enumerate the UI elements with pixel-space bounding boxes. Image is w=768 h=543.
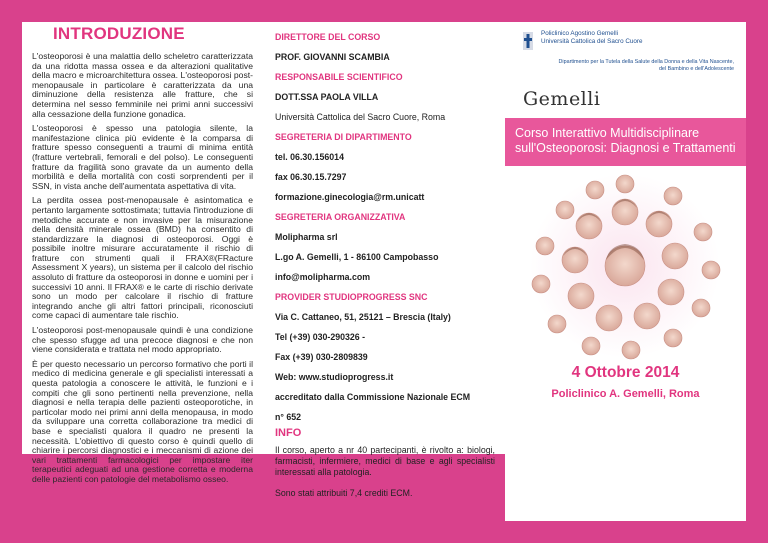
event-venue: Policlinico A. Gemelli, Roma	[551, 388, 700, 400]
cover-panel	[505, 22, 746, 521]
provider-phone: Tel (+39) 030-290326 -	[275, 332, 366, 342]
organizing-secretariat-heading: SEGRETERIA ORGANIZZATIVA	[275, 212, 406, 222]
gemelli-logo: Gemelli	[523, 88, 601, 110]
intro-paragraph: È per questo necessario un percorso formativo che porti il medico di medicina generale e gli specialisti interessati a questa patologia a conoscere le attività, le funzioni e i compiti che gli sono pertinenti nella prevenzione, nella diagnosi e nella terapia delle pazienti osteoporotiche, in particolar modo nei primi anni della menopausa, in modo da sviluppare una corretta collaborazione tra medici di base e specialisti qualora il quadro ne presenti la necessità. L'obiettivo di questo corso è quindi quello di chiarire i percorsi diagnostici e i meccanismi di azione dei vari trattamenti farmacologici per impostare iter terapeutici adeguati ad una gestione corretta e moderna delle pazienti con patologie del metabolismo osseo.	[32, 358, 253, 484]
room-label: Aule Multimediali	[645, 466, 740, 478]
director-heading: DIRETTORE DEL CORSO	[275, 32, 381, 42]
accreditation-number: n° 652	[275, 412, 302, 422]
hospital-name-line2: Università Cattolica del Sacro Cuore	[541, 37, 643, 45]
department-name	[514, 59, 734, 73]
organizer-address: L.go A. Gemelli, 1 - 86100 Campobasso	[275, 252, 439, 262]
cover-header	[505, 22, 746, 118]
hospital-name	[541, 30, 643, 45]
provider-address: Via C. Cattaneo, 51, 25121 – Brescia (Italy)	[275, 312, 451, 322]
intro-paragraph: L'osteoporosi è spesso una patologia silente, la manifestazione clinica più evidente è la comparsa di fratture spesso conseguenti a traumi di minima entità (fratture vertebrali, femorali e del polso). Le conseguenti fratture da fragilità sono gravate da un aumento della morbilità e della mortalità con costi sorprendenti per il SSN, in vista anche dell'aumentata aspettativa di vita.	[32, 123, 253, 191]
accreditation-line: accreditato dalla Commissione Nazionale ECM	[275, 392, 471, 402]
provider-heading: PROVIDER STUDIOPROGRESS SNC	[275, 292, 428, 302]
course-title: Corso Interattivo Multidisciplinare sull'Osteoporosi: Diagnosi e Trattamenti	[515, 126, 736, 155]
women-collage-photo	[505, 166, 746, 366]
university-line: Università Cattolica del Sacro Cuore, Roma	[275, 112, 446, 122]
department-line2: del Bambino e dell'Adolescente	[658, 66, 734, 72]
info-title: INFO	[275, 427, 302, 439]
director-name: PROF. GIOVANNI SCAMBIA	[275, 52, 390, 62]
scientific-name: DOTT.SSA PAOLA VILLA	[275, 92, 379, 102]
event-date: 4 Ottobre 2014	[571, 364, 680, 381]
info-body: Il corso, aperto a nr 40 partecipanti, è rivolto a: biologi, farmacisti, infermiere, medici di base e agli specialisti interessati alla patologia.	[275, 445, 495, 477]
department-phone: tel. 06.30.156014	[275, 152, 344, 162]
intro-body	[22, 44, 263, 485]
organizer-name: Molipharma srl	[275, 232, 338, 242]
intro-panel	[22, 22, 263, 484]
provider-web: Web: www.studioprogress.it	[275, 372, 394, 382]
ecm-credits-note: Sono stati attribuiti 7,4 crediti ECM.	[275, 488, 413, 498]
department-secretariat-heading: SEGRETERIA DI DIPARTIMENTO	[275, 132, 412, 142]
hospital-name-line1: Policlinico Agostino Gemelli	[541, 30, 618, 37]
scientific-heading: RESPONSABILE SCIENTIFICO	[275, 72, 403, 82]
department-fax: fax 06.30.15.7297	[275, 172, 347, 182]
organization-panel	[263, 22, 505, 498]
organization-list	[263, 22, 505, 499]
intro-paragraph: La perdita ossea post-menopausale è asintomatica e pertanto largamente sottostimata; tuttavia l'introduzione di metodiche accurate e non invasive per la misurazione della densità minerale ossea (BMD) ha consentito di standardizzare la diagnosi di osteoporosi. Oggi è possibile inoltre misurare accuratamente il rischio di fratture con strumenti quali il FRAX®(FRacture Assessment X years), un sistema per il calcolo del rischio assoluto di fratture da osteoporosi in donne e uomini per i successivi 10 anni. Il FRAX® e le carte di rischio derivate sono un modo per calcolare il rischio di fratture integrando anche gli altri fattori principali, riconosciuti come capaci di aumentare tale rischio.	[32, 195, 253, 321]
department-line1: Dipartimento per la Tutela della Salute della Donna e della Vita Nascente,	[558, 59, 734, 65]
intro-title: INTRODUZIONE	[53, 24, 185, 43]
department-email: formazione.ginecologia@rm.unicatt	[275, 192, 425, 202]
organizer-email: info@molipharma.com	[275, 272, 371, 282]
provider-fax: Fax (+39) 030-2809839	[275, 352, 368, 362]
course-title-band	[505, 118, 746, 166]
university-crest-icon	[523, 32, 533, 50]
intro-paragraph: L'osteoporosi è una malattia dello scheletro caratterizzata da una ridotta massa ossea e da alterazioni qualitative della macro e microarchitettura ossea. L'osteoporosi post-menopausale in particolare è caratterizzata da una diminuzione della resistenza alle fratture, che si determina nel sesso femminile nei primi anni successivi alla cessazione della funzione gonadica.	[32, 51, 253, 119]
room-code: A 505-506-507-508	[640, 488, 740, 500]
intro-paragraph: L'osteoporosi post-menopausale quindi è una condizione che spesso sfugge ad una precoce diagnosi e che non viene considerata e trattata nel modo appropriato.	[32, 325, 253, 355]
